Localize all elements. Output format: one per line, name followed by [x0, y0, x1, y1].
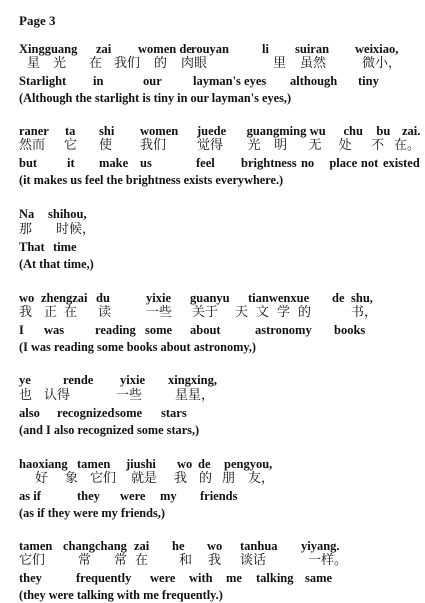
- english-gloss-token: were: [150, 571, 176, 585]
- english-gloss-token: friends: [200, 489, 238, 503]
- hanzi-token: 它: [64, 138, 78, 153]
- pinyin-token: shu,: [351, 291, 373, 305]
- hanzi-token: 星星，: [175, 388, 215, 403]
- pinyin-token: xingxing,: [168, 373, 217, 387]
- hanzi-token: 天: [235, 305, 249, 320]
- english-gloss-token: although: [290, 74, 338, 88]
- hanzi-token: 也: [19, 388, 33, 403]
- english-gloss-token: in: [93, 74, 104, 88]
- hanzi-token: 正: [44, 305, 58, 320]
- hanzi-token: 不: [371, 138, 385, 153]
- translation-line: (I was reading some books about astronomy,): [19, 340, 256, 354]
- english-gloss-token: layman's eyes: [193, 74, 267, 88]
- hanzi-token: 书，: [351, 305, 378, 320]
- hanzi-token: 那: [19, 222, 33, 237]
- pinyin-token: zai: [134, 539, 150, 553]
- pinyin-token: he: [172, 539, 185, 553]
- hanzi-token: 觉得: [197, 138, 224, 153]
- page-number: Page 3: [19, 13, 56, 28]
- english-gloss-token: some: [115, 406, 143, 420]
- pinyin-token: wo: [207, 539, 223, 553]
- hanzi-token: 和: [179, 553, 193, 568]
- english-gloss-token: with: [189, 571, 213, 585]
- english-gloss-token: as if: [19, 489, 41, 503]
- translation-line: (as if they were my friends,): [19, 506, 165, 520]
- pinyin-token: guangming: [246, 124, 307, 138]
- hanzi-token: 我: [208, 553, 222, 568]
- pinyin-token: bu: [376, 124, 391, 138]
- english-gloss-token: talking: [256, 571, 294, 585]
- pinyin-token: du: [96, 291, 110, 305]
- pinyin-token: suiran: [295, 42, 330, 56]
- hanzi-token: 它们: [90, 471, 117, 486]
- english-gloss-token: not: [360, 156, 379, 170]
- pinyin-token: haoxiang: [19, 457, 68, 471]
- hanzi-token: 读: [98, 305, 112, 320]
- english-gloss-token: was: [44, 323, 65, 337]
- english-gloss-token: also: [19, 406, 40, 420]
- hanzi-token: 好: [35, 471, 49, 486]
- pinyin-token: jiushi: [126, 457, 156, 471]
- english-gloss-token: Starlight: [19, 74, 67, 88]
- english-gloss-token: our: [143, 74, 162, 88]
- hanzi-token: 它们: [19, 553, 46, 568]
- english-gloss-token: place: [329, 156, 358, 170]
- hanzi-token: 我: [174, 471, 188, 486]
- hanzi-token: 就是: [131, 471, 158, 486]
- pinyin-token: weixiao,: [355, 42, 399, 56]
- hanzi-token: 朋: [222, 471, 236, 486]
- pinyin-token: tianwenxue: [248, 291, 310, 305]
- english-gloss-token: they: [19, 571, 42, 585]
- english-gloss-token: but: [19, 156, 38, 170]
- hanzi-token: 在: [135, 553, 149, 568]
- english-gloss-token: they: [77, 489, 100, 503]
- translation-line: (and I also recognized some stars,): [19, 423, 200, 437]
- hanzi-token: 常: [114, 553, 128, 568]
- english-gloss-token: frequently: [76, 571, 132, 585]
- pinyin-token: rende: [63, 373, 94, 387]
- english-gloss-token: reading: [95, 323, 136, 337]
- pinyin-token: Na: [19, 207, 35, 221]
- english-gloss-token: brightness: [241, 156, 297, 170]
- hanzi-token: 我: [19, 305, 33, 320]
- english-gloss-token: were: [120, 489, 146, 503]
- pinyin-token: yixie: [146, 291, 171, 305]
- hanzi-token: 微小，: [362, 56, 402, 71]
- hanzi-token: 星: [27, 56, 41, 71]
- english-gloss-token: I: [19, 323, 24, 337]
- hanzi-token: 肉眼: [181, 56, 208, 71]
- hanzi-token: 的: [298, 305, 312, 320]
- pinyin-token: changchang: [63, 539, 127, 553]
- pinyin-token: women de: [138, 42, 192, 56]
- pinyin-token: zhengzai: [41, 291, 88, 305]
- hanzi-token: 虽然: [300, 56, 327, 71]
- hanzi-token: 然而: [19, 138, 46, 153]
- hanzi-token: 光: [247, 138, 261, 153]
- english-gloss-token: astronomy: [255, 323, 312, 337]
- english-gloss-token: That: [19, 240, 45, 254]
- pinyin-token: wu: [309, 124, 326, 138]
- pinyin-token: pengyou,: [224, 457, 273, 471]
- pinyin-token: rouyan: [191, 42, 229, 56]
- pinyin-token: tamen: [77, 457, 111, 471]
- english-gloss-token: stars: [161, 406, 187, 420]
- pinyin-token: ta: [65, 124, 76, 138]
- english-gloss-token: us: [140, 156, 152, 170]
- english-gloss-token: existed: [383, 156, 420, 170]
- pinyin-token: chu: [343, 124, 363, 138]
- english-gloss-token: tiny: [358, 74, 379, 88]
- pinyin-token: tamen: [19, 539, 53, 553]
- english-gloss-token: time: [53, 240, 77, 254]
- english-gloss-token: feel: [196, 156, 215, 170]
- pinyin-token: raner: [19, 124, 49, 138]
- pinyin-token: women: [140, 124, 179, 138]
- english-gloss-token: me: [226, 571, 242, 585]
- english-gloss-token: books: [334, 323, 366, 337]
- pinyin-token: juede: [197, 124, 227, 138]
- english-gloss-token: recognized: [57, 406, 115, 420]
- hanzi-token: 学: [277, 305, 291, 320]
- translation-line: (they were talking with me frequently.): [19, 588, 223, 602]
- hanzi-token: 的: [154, 56, 168, 71]
- hanzi-token: 认得: [44, 388, 71, 403]
- translation-line: (At that time,): [19, 257, 94, 271]
- english-gloss-token: no: [300, 156, 315, 170]
- translation-line: (Although the starlight is tiny in our layman's eyes,): [19, 91, 292, 105]
- hanzi-token: 文: [256, 305, 270, 320]
- pinyin-token: zai: [96, 42, 112, 56]
- hanzi-token: 象: [65, 471, 79, 486]
- hanzi-token: 在。: [394, 138, 421, 153]
- hanzi-token: 一样。: [308, 553, 348, 568]
- pinyin-token: shihou,: [48, 207, 87, 221]
- hanzi-token: 无: [308, 138, 322, 153]
- hanzi-token: 我们: [114, 56, 141, 71]
- pinyin-token: de: [198, 457, 211, 471]
- hanzi-token: 使: [99, 138, 113, 153]
- pinyin-token: de: [332, 291, 345, 305]
- hanzi-token: 一些: [116, 388, 143, 403]
- pinyin-token: yiyang.: [301, 539, 340, 553]
- pinyin-token: Xingguang: [19, 42, 78, 56]
- pinyin-token: yixie: [120, 373, 145, 387]
- english-gloss-token: make: [99, 156, 129, 170]
- hanzi-token: 一些: [146, 305, 173, 320]
- pinyin-token: shi: [99, 124, 115, 138]
- hanzi-token: 我们: [140, 138, 167, 153]
- hanzi-token: 在: [89, 56, 103, 71]
- pinyin-token: tanhua: [240, 539, 278, 553]
- english-gloss-token: some: [145, 323, 173, 337]
- english-gloss-token: my: [160, 489, 177, 503]
- hanzi-token: 里: [273, 56, 287, 71]
- hanzi-token: 在: [64, 305, 78, 320]
- translation-line: (it makes us feel the brightness exists everywhere.): [19, 173, 284, 187]
- english-gloss-token: same: [305, 571, 333, 585]
- hanzi-token: 谈话: [240, 553, 267, 568]
- pinyin-token: wo: [19, 291, 35, 305]
- hanzi-token: 友，: [248, 471, 275, 486]
- hanzi-token: 时候，: [56, 222, 96, 237]
- pinyin-token: zai.: [402, 124, 421, 138]
- hanzi-token: 常: [78, 553, 92, 568]
- pinyin-token: ye: [19, 373, 31, 387]
- hanzi-token: 光: [53, 56, 67, 71]
- pinyin-token: guanyu: [190, 291, 230, 305]
- english-gloss-token: it: [67, 156, 75, 170]
- hanzi-token: 的: [199, 471, 213, 486]
- english-gloss-token: about: [190, 323, 221, 337]
- hanzi-token: 关于: [192, 305, 219, 320]
- pinyin-token: li: [262, 42, 269, 56]
- pinyin-token: wo: [177, 457, 193, 471]
- hanzi-token: 明: [274, 138, 288, 153]
- hanzi-token: 处: [338, 138, 352, 153]
